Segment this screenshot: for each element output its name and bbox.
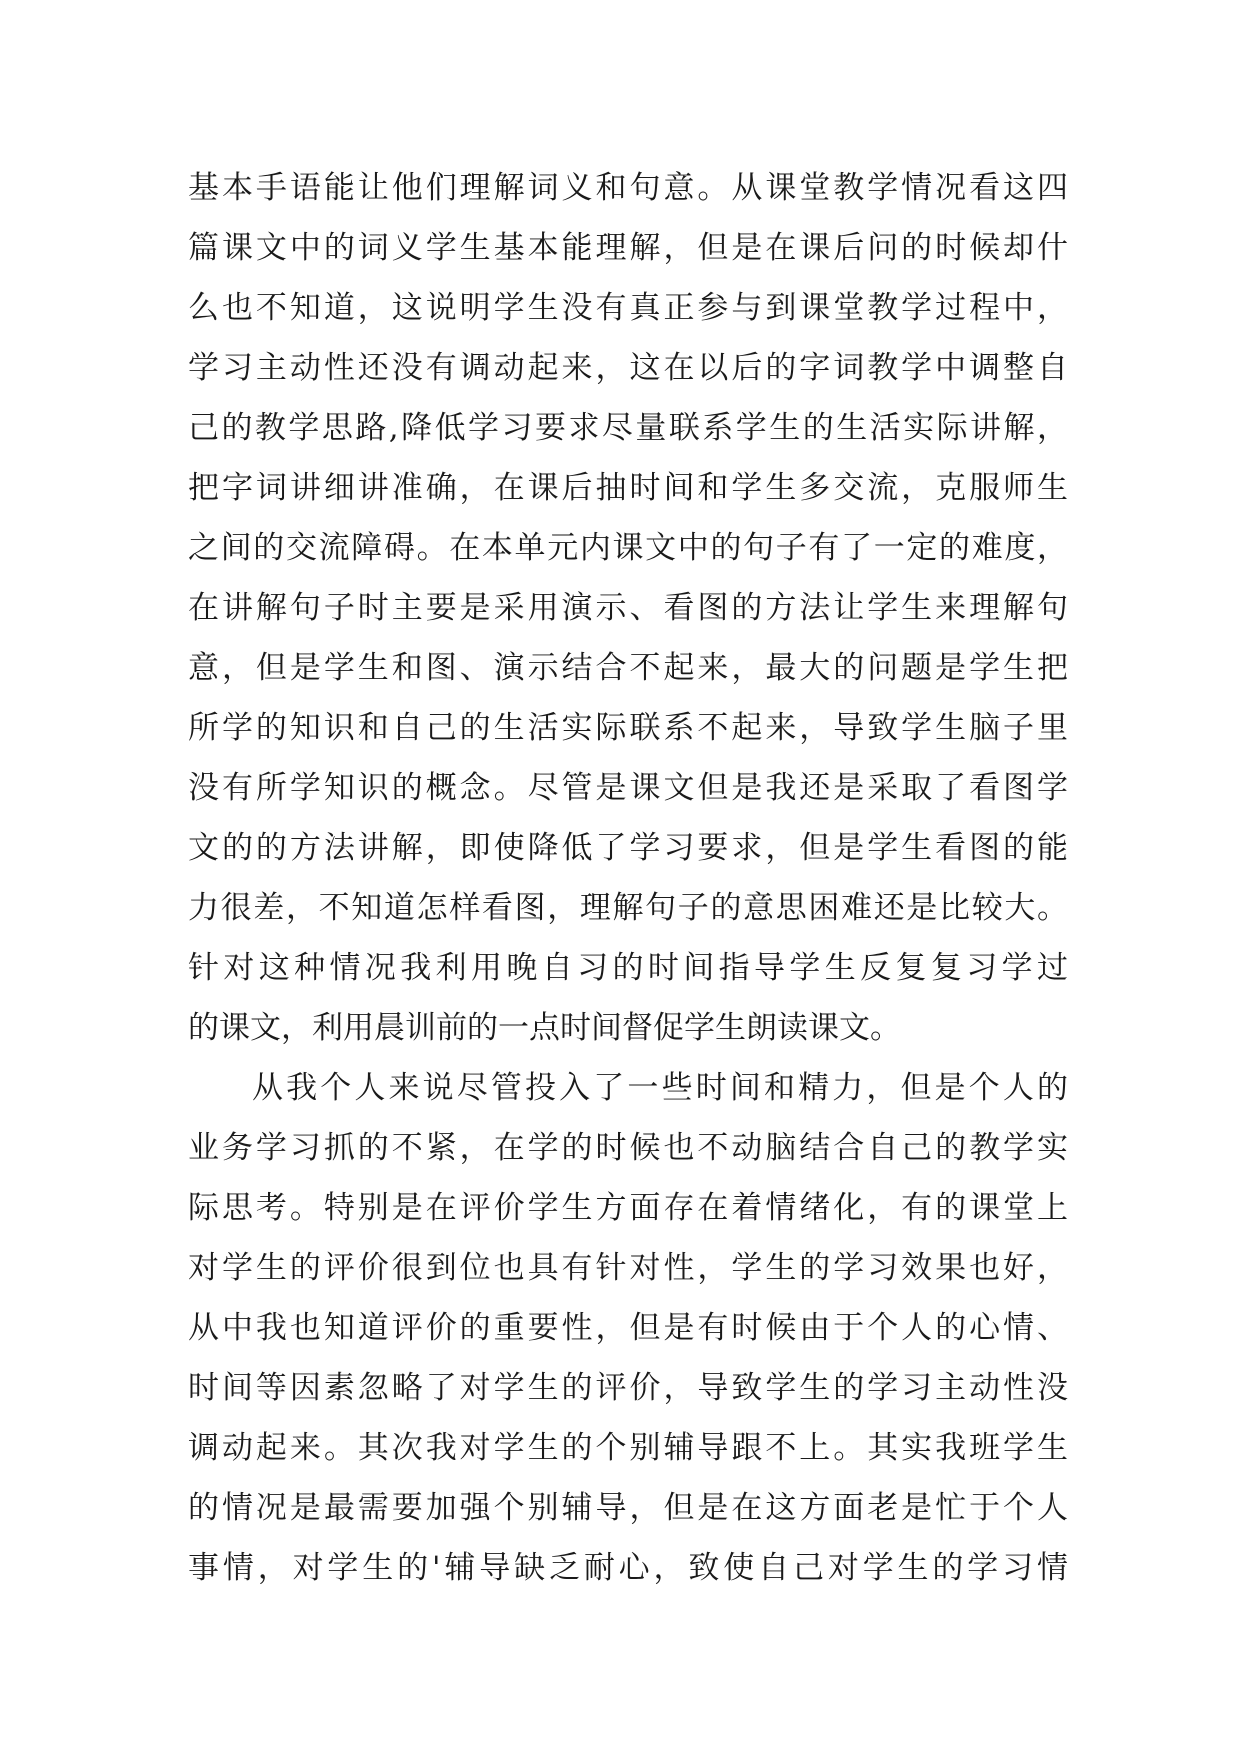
text-line: 在讲解句子时主要是采用演示、看图的方法让学生来理解句 xyxy=(188,590,1068,626)
text-line: 意，但是学生和图、演示结合不起来，最大的问题是学生把 xyxy=(188,650,1068,686)
text-line: 从我个人来说尽管投入了一些时间和精力，但是个人的 xyxy=(252,1070,1068,1106)
text-line: 所学的知识和自己的生活实际联系不起来，导致学生脑子里 xyxy=(188,710,1068,746)
text-line: 业务学习抓的不紧，在学的时候也不动脑结合自己的教学实 xyxy=(188,1130,1068,1166)
text-line: 没有所学知识的概念。尽管是课文但是我还是采取了看图学 xyxy=(188,770,1068,806)
text-line: 时间等因素忽略了对学生的评价，导致学生的学习主动性没 xyxy=(188,1370,1068,1406)
paragraph-2 xyxy=(188,1058,1068,1598)
text-line: 的课文，利用晨训前的一点时间督促学生朗读课文。 xyxy=(188,1010,901,1046)
text-line: 事情，对学生的'辅导缺乏耐心，致使自己对学生的学习情 xyxy=(188,1550,1068,1586)
text-line: 么也不知道，这说明学生没有真正参与到课堂教学过程中， xyxy=(188,290,1068,326)
text-line: 文的的方法讲解，即使降低了学习要求，但是学生看图的能 xyxy=(188,830,1068,866)
paragraph-1 xyxy=(188,158,1068,1058)
text-line: 的情况是最需要加强个别辅导，但是在这方面老是忙于个人 xyxy=(188,1490,1068,1526)
text-line: 对学生的评价很到位也具有针对性，学生的学习效果也好， xyxy=(188,1250,1068,1286)
text-line: 之间的交流障碍。在本单元内课文中的句子有了一定的难度， xyxy=(188,530,1068,566)
document-body xyxy=(188,158,1068,1598)
text-line: 调动起来。其次我对学生的个别辅导跟不上。其实我班学生 xyxy=(188,1430,1068,1466)
text-line: 力很差，不知道怎样看图，理解句子的意思困难还是比较大。 xyxy=(188,890,1068,926)
text-line: 针对这种情况我利用晚自习的时间指导学生反复复习学过 xyxy=(188,950,1068,986)
text-line: 基本手语能让他们理解词义和句意。从课堂教学情况看这四 xyxy=(188,170,1068,206)
text-line: 己的教学思路,降低学习要求尽量联系学生的生活实际讲解， xyxy=(188,410,1068,446)
text-line: 篇课文中的词义学生基本能理解，但是在课后问的时候却什 xyxy=(188,230,1068,266)
text-line: 际思考。特别是在评价学生方面存在着情绪化，有的课堂上 xyxy=(188,1190,1068,1226)
text-line: 从中我也知道评价的重要性，但是有时候由于个人的心情、 xyxy=(188,1310,1068,1346)
text-line: 学习主动性还没有调动起来，这在以后的字词教学中调整自 xyxy=(188,350,1068,386)
text-line: 把字词讲细讲准确，在课后抽时间和学生多交流，克服师生 xyxy=(188,470,1068,506)
